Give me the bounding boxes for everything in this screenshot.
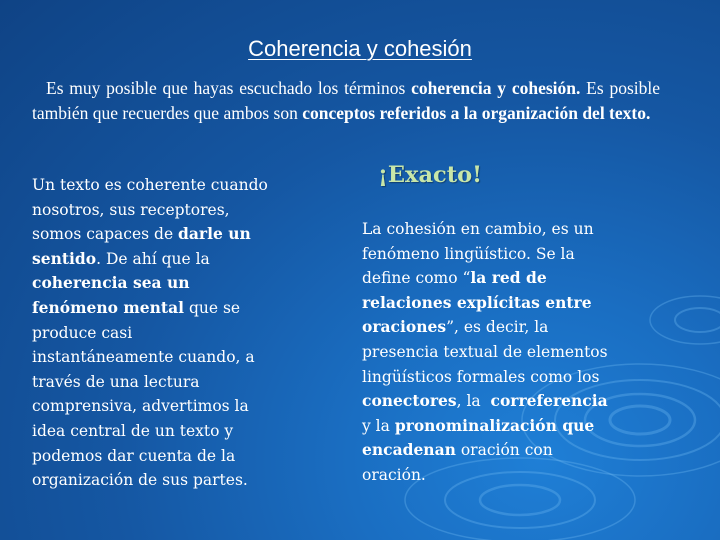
slide-title: Coherencia y cohesión xyxy=(248,36,472,61)
text-line: sentido. De ahí que la xyxy=(32,248,210,268)
text-line: coherencia sea un xyxy=(32,273,190,293)
intro-text-bold: conceptos referidos a la organización del texto. xyxy=(302,103,651,123)
text-line: produce casi xyxy=(32,323,133,342)
text-line: instantáneamente cuando, a xyxy=(32,348,255,367)
text-line: relaciones explícitas entre xyxy=(362,292,592,312)
text-line: somos capaces de darle un xyxy=(32,224,251,244)
intro-term-cohesion: cohesión. xyxy=(511,78,581,98)
intro-text: Es muy posible que hayas escuchado los términos xyxy=(46,78,412,98)
text-line: organización de sus partes. xyxy=(32,471,248,490)
exacto-heading: ¡Exacto! xyxy=(378,162,482,188)
text-line: nosotros, sus receptores, xyxy=(32,200,230,219)
text-line: define como “la red de xyxy=(362,268,547,288)
text-line: fenómeno lingüístico. Se la xyxy=(362,244,575,263)
text-line: conectores, la correferencia xyxy=(362,391,608,411)
text-line: Un texto es coherente cuando xyxy=(32,176,268,194)
text-line: oraciones”, es decir, la xyxy=(362,317,549,337)
text-line: y la pronominalización que xyxy=(362,415,595,435)
cohesion-paragraph xyxy=(362,217,662,488)
intro-paragraph xyxy=(32,76,660,126)
intro-text: Es posible también que recuerdes que ambos son xyxy=(32,78,660,123)
intro-term-coherencia: coherencia y xyxy=(411,78,507,98)
text-line: La cohesión en cambio, es un xyxy=(362,220,594,238)
coherence-paragraph xyxy=(32,173,302,493)
text-line: oración. xyxy=(362,465,426,484)
text-line: lingüísticos formales como los xyxy=(362,367,600,386)
text-line: idea central de un texto y xyxy=(32,421,234,440)
text-line: encadenan oración con xyxy=(362,440,553,460)
text-line: comprensiva, advertimos la xyxy=(32,397,249,416)
text-line: podemos dar cuenta de la xyxy=(32,446,236,465)
text-line: través de una lectura xyxy=(32,372,200,391)
text-line: fenómeno mental que se xyxy=(32,297,241,317)
text-line: presencia textual de elementos xyxy=(362,342,608,361)
